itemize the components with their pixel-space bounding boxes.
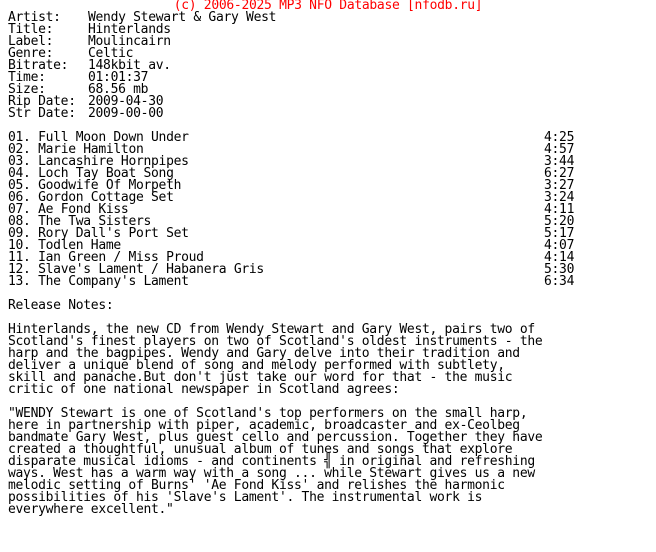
site-header: (c) 2006-2025 MP3 NFO Database [nfodb.ru] [173, 0, 483, 13]
notes-line: Hinterlands, the new CD from Wendy Stewart and Gary West, pairs two of [8, 322, 535, 337]
info-row-str-date [8, 106, 164, 121]
track-title: Marie Hamilton [38, 142, 144, 157]
notes-line: harp and the bagpipes. Wendy and Gary delve into their tradition and [8, 346, 520, 361]
quote-line: possibilities of his 'Slave's Lament'. The instrumental work is [8, 490, 483, 505]
info-label: Title: [8, 22, 54, 37]
track-title: Lancashire Hornpipes [38, 154, 189, 169]
info-value: 01:01:37 [88, 70, 149, 85]
track-title: Ian Green / Miss Proud [38, 250, 204, 265]
track-number: 10. [8, 238, 31, 253]
track-duration: 5:17 [544, 226, 575, 241]
track-number: 02. [8, 142, 31, 157]
track-title: Ae Fond Kiss [38, 202, 129, 217]
track-number: 11. [8, 250, 31, 265]
track-number: 12. [8, 262, 31, 277]
info-value: Moulincairn [88, 34, 171, 49]
track-title: The Company's Lament [38, 274, 189, 289]
quote-line: everywhere excellent." [8, 502, 174, 517]
track-number: 07. [8, 202, 31, 217]
quote-line: "WENDY Stewart is one of Scotland's top performers on the small harp, [8, 406, 528, 421]
quote-line: ways. West has a warm way with a song ... while Stewart gives us a new [8, 466, 535, 481]
track-duration: 6:27 [544, 166, 575, 181]
info-label: Str Date: [8, 106, 76, 121]
release-notes-heading: Release Notes: [8, 298, 114, 313]
info-value: 2009-00-00 [88, 106, 164, 121]
info-label: Size: [8, 82, 46, 97]
track-title: Slave's Lament / Habanera Gris [38, 262, 264, 277]
track-duration: 4:25 [544, 130, 575, 145]
track-number: 01. [8, 130, 31, 145]
track-number: 05. [8, 178, 31, 193]
track-title: Todlen Hame [38, 238, 121, 253]
track-title: The Twa Sisters [38, 214, 152, 229]
info-label: Time: [8, 70, 46, 85]
quote-line: created a thoughtful, unusual album of tunes and songs that explore [8, 442, 513, 457]
track-duration: 3:27 [544, 178, 575, 193]
info-value: 2009-04-30 [88, 94, 164, 109]
track-title: Goodwife Of Morpeth [38, 178, 182, 193]
notes-line: skill and panache.But don't just take our word for that - the music [8, 370, 513, 385]
track-number: 09. [8, 226, 31, 241]
notes-line: critic of one national newspaper in Scotland agrees: [8, 382, 400, 397]
track-duration: 3:44 [544, 154, 575, 169]
quote-line: disparate musical idioms - and continents ╣ in original and refreshing [8, 454, 535, 469]
track-duration: 4:07 [544, 238, 575, 253]
track-title: Full Moon Down Under [38, 130, 189, 145]
track-title: Rory Dall's Port Set [38, 226, 189, 241]
track-duration: 4:11 [544, 202, 575, 217]
quote-line: bandmate Gary West, plus guest cello and percussion. Together they have [8, 430, 543, 445]
info-value: 148kbit av. [88, 58, 171, 73]
info-label: Label: [8, 34, 54, 49]
track-duration: 6:34 [544, 274, 575, 289]
info-label: Genre: [8, 46, 54, 61]
info-label: Bitrate: [8, 58, 69, 73]
quote-line: melodic setting of Burns' 'Ae Fond Kiss' and relishes the harmonic [8, 478, 505, 493]
track-duration: 5:20 [544, 214, 575, 229]
quote-line: here in partnership with piper, academic, broadcaster and ex-Ceolbeg [8, 418, 520, 433]
track-number: 03. [8, 154, 31, 169]
info-label: Artist: [8, 10, 61, 25]
track-title: Gordon Cottage Set [38, 190, 174, 205]
track-number: 08. [8, 214, 31, 229]
notes-line: Scotland's finest players on two of Scotland's oldest instruments - the [8, 334, 543, 349]
track-duration: 4:14 [544, 250, 575, 265]
track-duration: 4:57 [544, 142, 575, 157]
track-duration: 5:30 [544, 262, 575, 277]
track-number: 13. [8, 274, 31, 289]
track-row [8, 274, 575, 289]
track-title: Loch Tay Boat Song [38, 166, 174, 181]
info-value: Hinterlands [88, 22, 171, 37]
info-value: 68.56 mb [88, 82, 149, 97]
info-label: Rip Date: [8, 94, 76, 109]
track-number: 06. [8, 190, 31, 205]
track-duration: 3:24 [544, 190, 575, 205]
track-number: 04. [8, 166, 31, 181]
info-value: Celtic [88, 46, 134, 61]
info-value: Wendy Stewart & Gary West [88, 10, 277, 25]
notes-line: deliver a unique blend of song and melody performed with subtlety, [8, 358, 505, 373]
